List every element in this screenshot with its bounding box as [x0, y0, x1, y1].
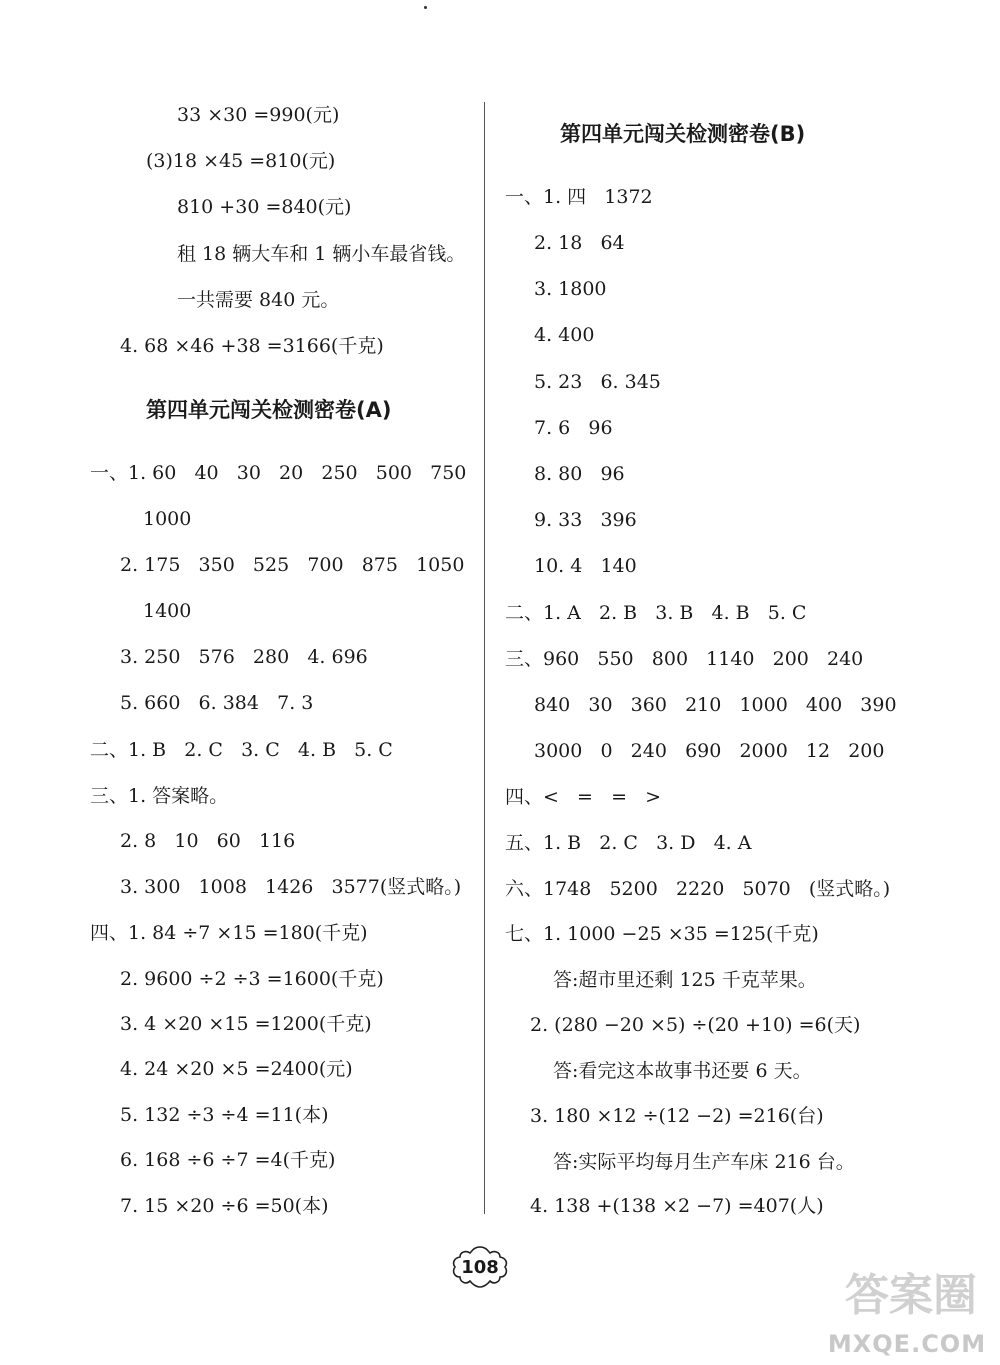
section-title-b: 第四单元闯关检测密卷(B)	[560, 122, 806, 146]
answer-line: 7. 6 96	[534, 417, 613, 439]
site-watermark	[818, 1264, 996, 1364]
answer-line: 答:看完这本故事书还要 6 天。	[553, 1060, 812, 1082]
answer-line: 三、960 550 800 1140 200 240	[505, 648, 864, 670]
answer-line: 答:实际平均每月生产车床 216 台。	[553, 1151, 855, 1173]
answer-line: 一共需要 840 元。	[177, 289, 340, 311]
scan-speck	[424, 6, 427, 9]
answer-line: 840 30 360 210 1000 400 390	[534, 694, 897, 716]
answer-line: (3)18 ×45 =810(元)	[146, 150, 336, 172]
answer-line: 四、1. 84 ÷7 ×15 =180(千克)	[90, 922, 368, 944]
answer-line: 一、1. 60 40 30 20 250 500 750	[90, 462, 467, 484]
answer-line: 3. 1800	[534, 278, 607, 300]
answer-line: 六、1748 5200 2220 5070 (竖式略。)	[505, 878, 891, 900]
answer-line: 3. 180 ×12 ÷(12 −2) =216(台)	[530, 1105, 824, 1127]
page-number: 108	[461, 1256, 499, 1278]
answer-line: 2. 9600 ÷2 ÷3 =1600(千克)	[120, 968, 384, 990]
answer-line: 810 +30 =840(元)	[177, 196, 352, 218]
column-divider	[484, 102, 485, 1214]
answer-line: 4. 68 ×46 +38 =3166(千克)	[120, 335, 384, 357]
page-number-badge	[450, 1244, 510, 1290]
answer-line: 租 18 辆大车和 1 辆小车最省钱。	[177, 243, 466, 265]
answer-line: 3. 300 1008 1426 3577(竖式略。)	[120, 876, 462, 898]
answer-line: 三、1. 答案略。	[90, 785, 229, 807]
answer-line: 五、1. B 2. C 3. D 4. A	[505, 832, 752, 854]
answer-line: 二、1. A 2. B 3. B 4. B 5. C	[505, 602, 807, 624]
answer-line: 4. 138 +(138 ×2 −7) =407(人)	[530, 1195, 824, 1217]
answer-line: 4. 24 ×20 ×5 =2400(元)	[120, 1058, 353, 1080]
answer-line: 8. 80 96	[534, 463, 625, 485]
answer-line: 1000	[143, 508, 192, 530]
answer-line: 四、< = = >	[505, 786, 662, 808]
watermark-url: MXQE.COM	[827, 1330, 987, 1358]
answer-line: 答:超市里还剩 125 千克苹果。	[553, 969, 817, 991]
answer-line: 33 ×30 =990(元)	[177, 104, 340, 126]
answer-line: 5. 23 6. 345	[534, 371, 661, 393]
answer-line: 3000 0 240 690 2000 12 200	[534, 740, 885, 762]
answer-line: 七、1. 1000 −25 ×35 =125(千克)	[505, 923, 819, 945]
answer-line: 5. 660 6. 384 7. 3	[120, 692, 314, 714]
answer-line: 4. 400	[534, 324, 595, 346]
answer-line: 一、1. 四 1372	[505, 186, 653, 208]
answer-line: 6. 168 ÷6 ÷7 =4(千克)	[120, 1149, 336, 1171]
answer-line: 3. 4 ×20 ×15 =1200(千克)	[120, 1013, 372, 1035]
answer-line: 5. 132 ÷3 ÷4 =11(本)	[120, 1104, 329, 1126]
section-title-a: 第四单元闯关检测密卷(A)	[146, 398, 392, 422]
answer-line: 3. 250 576 280 4. 696	[120, 646, 368, 668]
answer-line: 2. (280 −20 ×5) ÷(20 +10) =6(天)	[530, 1014, 861, 1036]
answer-line: 1400	[143, 600, 192, 622]
answer-line: 10. 4 140	[534, 555, 637, 577]
watermark-logo: 答案圈	[845, 1270, 977, 1321]
answer-line: 2. 175 350 525 700 875 1050	[120, 554, 465, 576]
answer-line: 2. 18 64	[534, 232, 625, 254]
answer-line: 7. 15 ×20 ÷6 =50(本)	[120, 1195, 329, 1217]
answer-line: 二、1. B 2. C 3. C 4. B 5. C	[90, 739, 393, 761]
answer-line: 2. 8 10 60 116	[120, 830, 296, 852]
answer-line: 9. 33 396	[534, 509, 637, 531]
